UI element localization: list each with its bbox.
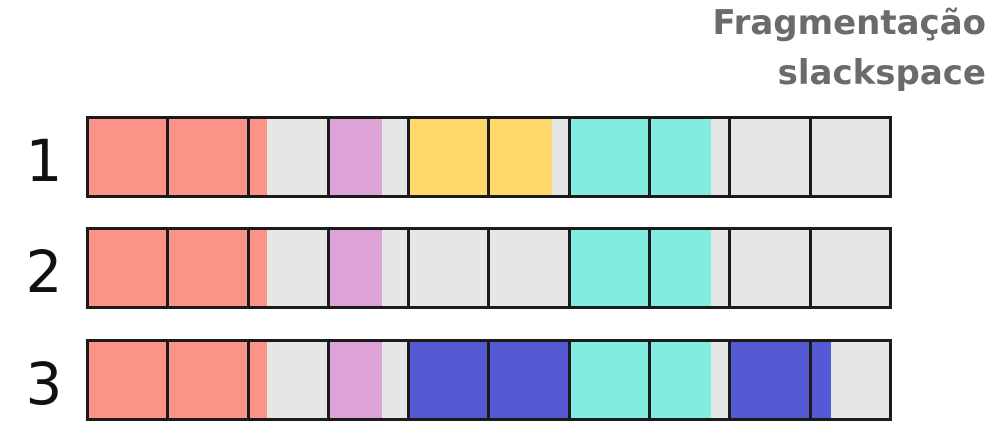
block-fill-cyan	[571, 119, 648, 195]
storage-block	[330, 342, 410, 418]
block-fill-red	[250, 230, 267, 306]
storage-block	[410, 119, 490, 195]
block-fill-red	[89, 342, 166, 418]
storage-block	[490, 230, 570, 306]
block-fill-blue	[490, 342, 567, 418]
block-fill-red	[169, 342, 246, 418]
block-fill-yellow	[410, 119, 487, 195]
block-fill-cyan	[571, 342, 648, 418]
storage-block	[410, 342, 490, 418]
block-fill-cyan	[651, 119, 711, 195]
storage-block	[250, 230, 330, 306]
storage-block	[330, 230, 410, 306]
storage-block	[651, 342, 731, 418]
storage-block	[812, 119, 889, 195]
block-fill-cyan	[651, 342, 711, 418]
storage-block	[812, 230, 889, 306]
storage-block	[731, 342, 811, 418]
diagram-subtitle: slackspace	[777, 53, 986, 93]
block-fill-red	[250, 342, 267, 418]
disk-row-2	[86, 227, 892, 309]
storage-block	[731, 119, 811, 195]
block-fill-red	[169, 119, 246, 195]
block-fill-red	[169, 230, 246, 306]
row-label-3: 3	[25, 350, 63, 418]
storage-block	[490, 119, 570, 195]
block-fill-pink	[330, 342, 383, 418]
disk-row-1	[86, 116, 892, 198]
block-fill-blue	[812, 342, 831, 418]
storage-block	[731, 230, 811, 306]
storage-block	[651, 119, 731, 195]
block-fill-red	[89, 119, 166, 195]
storage-block	[330, 119, 410, 195]
block-fill-pink	[330, 119, 383, 195]
storage-block	[89, 119, 169, 195]
storage-block	[169, 342, 249, 418]
storage-block	[490, 342, 570, 418]
storage-block	[89, 230, 169, 306]
storage-block	[571, 342, 651, 418]
storage-block	[250, 119, 330, 195]
block-fill-yellow	[490, 119, 552, 195]
storage-block	[410, 230, 490, 306]
storage-block	[89, 342, 169, 418]
storage-block	[169, 119, 249, 195]
diagram-title: Fragmentação	[712, 3, 986, 43]
storage-block	[571, 230, 651, 306]
storage-block	[250, 342, 330, 418]
row-label-1: 1	[25, 127, 63, 195]
block-fill-blue	[731, 342, 808, 418]
storage-block	[651, 230, 731, 306]
row-label-2: 2	[25, 238, 63, 306]
storage-block	[812, 342, 889, 418]
block-fill-cyan	[571, 230, 648, 306]
block-fill-red	[250, 119, 267, 195]
block-fill-pink	[330, 230, 383, 306]
block-fill-blue	[410, 342, 487, 418]
disk-row-3	[86, 339, 892, 421]
storage-block	[169, 230, 249, 306]
storage-block	[571, 119, 651, 195]
block-fill-red	[89, 230, 166, 306]
block-fill-cyan	[651, 230, 711, 306]
